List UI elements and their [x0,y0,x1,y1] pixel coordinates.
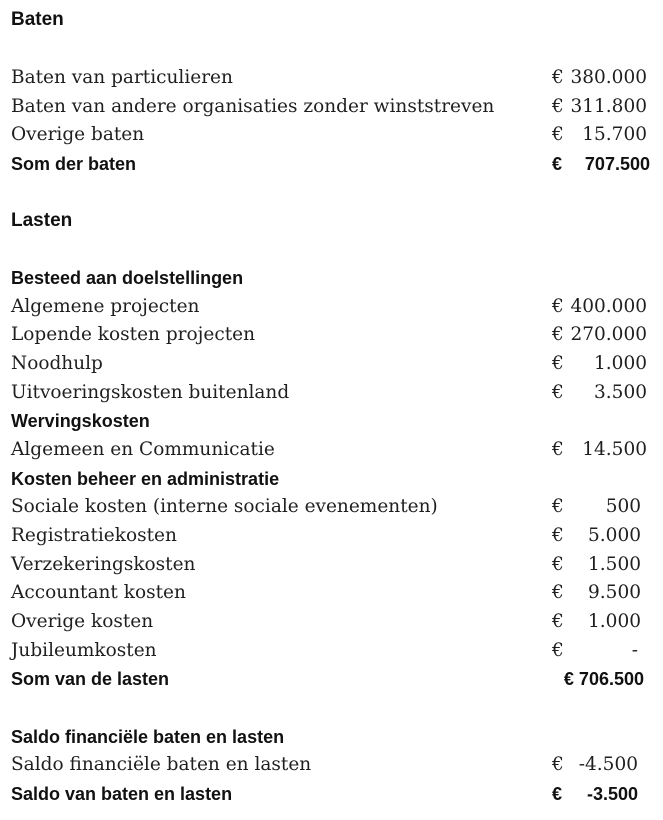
line-item-label: Uitvoeringskosten buitenland [11,382,290,403]
line-item-label: Jubileumkosten [11,640,157,661]
line-item-amount: 500 [605,496,641,517]
currency-symbol: € [552,640,564,661]
line-item-label: Registratiekosten [11,525,177,546]
currency-symbol: € [552,67,564,88]
line-item [11,294,651,320]
line-item [11,494,651,520]
currency-symbol: € [552,525,564,546]
currency-symbol: € [552,124,564,145]
currency-symbol: € [552,324,564,345]
line-item-amount: 14.500 [582,439,647,460]
currency-symbol: € [552,754,564,775]
line-item-amount: -4.500 [578,754,638,775]
line-item-amount: 9.500 [588,582,641,603]
line-item [11,752,651,778]
line-item [11,437,651,463]
line-item-amount: - [631,640,638,661]
currency-symbol: € [552,96,564,117]
line-item-label: Verzekeringskosten [11,554,196,575]
line-item-label: Overige baten [11,124,145,145]
subheading-werving [11,408,651,434]
line-item-amount: 311.800 [570,96,647,117]
subheading-financieel [11,724,651,750]
line-item [11,94,651,120]
subheading-doelstellingen [11,265,651,291]
line-item [11,322,651,348]
currency-symbol: € [552,154,563,174]
line-item-amount: 15.700 [582,124,647,145]
total-row-saldo [11,781,651,807]
line-item-label: Accountant kosten [11,582,186,603]
section-heading-baten [11,7,651,33]
line-item-amount: 1.500 [588,554,641,575]
line-item-label: Sociale kosten (interne sociale evenementen) [11,496,438,517]
line-item-label: Baten van andere organisaties zonder winststreven [11,96,495,117]
line-item-label: Algemene projecten [11,296,200,317]
total-amount: -3.500 [586,784,638,804]
currency-symbol: € [552,611,564,632]
line-item [11,638,651,664]
total-label: Som der baten [11,154,137,174]
subheading-text: Wervingskosten [11,411,150,431]
currency-symbol: € [552,382,564,403]
total-amount: € 706.500 [563,669,644,689]
currency-symbol: € [552,582,564,603]
currency-symbol: € [552,439,564,460]
line-item-amount: 380.000 [570,67,647,88]
total-row-baten [11,151,651,177]
subheading-text: Kosten beheer en administratie [11,469,280,489]
line-item [11,580,651,606]
subheading-text: Besteed aan doelstellingen [11,268,244,288]
total-label: Som van de lasten [11,669,170,689]
total-label: Saldo van baten en lasten [11,784,233,804]
currency-symbol: € [552,554,564,575]
line-item-amount: 400.000 [570,296,647,317]
heading-text: Lasten [11,210,73,231]
line-item [11,380,651,406]
line-item-amount: 270.000 [570,324,647,345]
line-item-amount: 1.000 [594,353,647,374]
section-heading-lasten [11,208,651,234]
line-item-label: Noodhulp [11,353,103,374]
line-item [11,351,651,377]
line-item-amount: 3.500 [594,382,647,403]
line-item [11,122,651,148]
total-row-lasten [11,666,651,692]
currency-symbol: € [552,496,564,517]
line-item-label: Algemeen en Communicatie [11,439,275,460]
line-item [11,65,651,91]
currency-symbol: € [552,296,564,317]
line-item [11,523,651,549]
currency-symbol: € [552,353,564,374]
line-item-amount: 5.000 [588,525,641,546]
currency-symbol: € [552,784,563,804]
line-item-label: Lopende kosten projecten [11,324,255,345]
line-item-label: Saldo financiële baten en lasten [11,754,312,775]
heading-text: Baten [11,9,64,30]
line-item-amount: 1.000 [588,611,641,632]
total-amount: 707.500 [584,154,650,174]
line-item-label: Baten van particulieren [11,67,233,88]
line-item [11,552,651,578]
line-item-label: Overige kosten [11,611,154,632]
subheading-beheer [11,466,651,492]
subheading-text: Saldo financiële baten en lasten [11,727,285,747]
line-item [11,609,651,635]
